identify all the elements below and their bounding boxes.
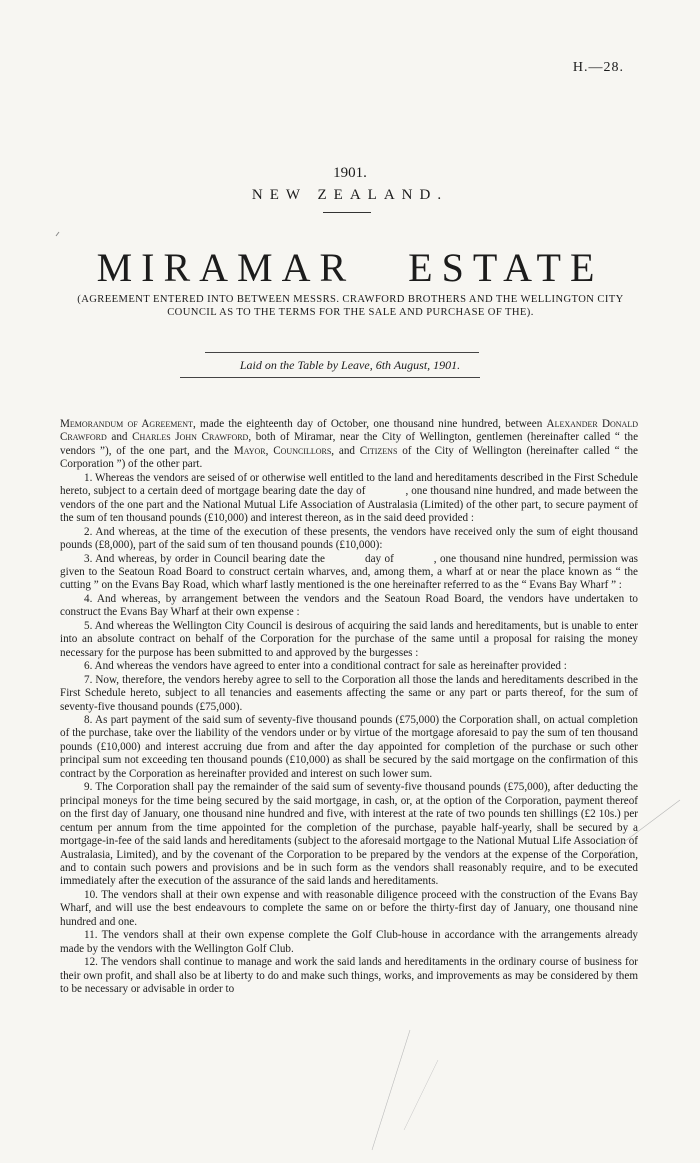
mayor-councillors: Mayor, Councillors,: [233, 444, 335, 457]
intro-text-1: made the eighteenth day of October, one thousand nine hundred, between: [195, 418, 547, 430]
clause-11: 11. The vendors shall at their own expense complete the Golf Club-house in accordance with the arrangements already made by the vendors with the Wellington Golf Club.: [60, 929, 638, 955]
laid-rule-bottom: [180, 377, 480, 378]
document-subtitle: (AGREEMENT ENTERED INTO BETWEEN MESSRS. CRAWFORD BROTHERS AND THE WELLINGTON CITY COUNCIL AS TO THE TERMS FOR THE SALE AND PURCHASE OF THE).: [77, 294, 624, 318]
memorandum-intro: [60, 418, 638, 472]
clause-3-b: day of: [365, 552, 394, 565]
document-title: MIRAMAR ESTATE: [96, 245, 604, 290]
year: 1901.: [333, 165, 367, 181]
clause-2: 2. And whereas, at the time of the execution of these presents, the vendors have received only the sum of eight thousand pounds (£8,000), part of the said sum of ten thousand pounds (£10,000):: [60, 525, 638, 552]
intro-text-3: , both of Miramar, near the City of Wellington, gentlemen (hereinafter called “ the vendors ”), of the one part, and the: [60, 431, 639, 457]
clause-6: 6. And whereas the vendors have agreed to enter into a conditional contract for sale as hereinafter provided :: [84, 660, 567, 673]
title-divider: [323, 212, 371, 213]
party-name-2: Charles John Crawford: [132, 431, 249, 444]
clause-12: 12. The vendors shall continue to manage and work the said lands and hereditaments in the ordinary course of business for their own profit, and shall also be at liberty to do and make such things, works, and improvements as may be considered by them to be necessary or advisable in order to: [60, 956, 638, 996]
clause-7: 7. Now, therefore, the vendors hereby agree to sell to the Corporation all those the lands and hereditaments described in the First Schedule hereto, subject to all tenancies and easements affecting the same or any part or parts thereof, for the sum of seventy-five thousand pounds (£75,000).: [60, 673, 638, 713]
page-reference: H.—28.: [572, 60, 624, 75]
intro-text-2: and: [106, 431, 133, 444]
intro-text-5: of the City of Wellington (hereinafter called “ the Corporation ”) of the other part.: [60, 444, 638, 471]
laid-rule-top: [205, 352, 479, 353]
clause-10: 10. The vendors shall at their own expense and with reasonable diligence proceed with the construction of the Evans Bay Wharf, and will use the best endeavours to complete the same on or before the thirty-first day of January, one thousand nine hundred and one.: [60, 888, 638, 928]
party-name-1: Alexander Donald Crawford: [60, 418, 639, 444]
agreement-body: [60, 418, 638, 996]
memorandum-heading: Memorandum of Agreement,: [60, 418, 196, 430]
clause-3-a: 3. And whereas, by order in Council bearing date the: [84, 552, 326, 565]
country: NEW ZEALAND.: [251, 187, 449, 203]
clause-9: 9. The Corporation shall pay the remainder of the said sum of seventy-five thousand pounds (£75,000), after deducting the principal moneys for the time being secured by the said mortgage, in cash, or, at the option of the Corporation, payment thereof on the first day of January, one thousand nine hundred and five, with interest at the rate of two pounds ten shillings (£2 10s.) per centum per annum from the time appointed for the completion of the purchase, payable half-yearly, shall be secured by a mortgage-in-fee of the said lands and hereditaments (subject to the aforesaid mortgage to the National Mutual Life Association of Australasia, Limited), and by the covenant of the Corporation to be prepared by the vendors at the expense of the Corporation, and to contain such powers and provisions and be in such form as the vendors shall reasonably require, and to be executed immediately after the execution of the assurance of the said lands and hereditaments.: [60, 781, 638, 888]
clause-3: [60, 553, 638, 593]
clause-1-b: , one thousand nine hundred, and made between the vendors of the one part and the National Mutual Life Association of Australasia (Limited) of the other part, to secure payment of the sum of ten thousand pounds (£10,000) and interest thereon, as in the said deed provided :: [60, 485, 638, 525]
laid-on-table-note: Laid on the Table by Leave, 6th August, 1901.: [239, 358, 461, 372]
clause-8: 8. As part payment of the said sum of seventy-five thousand pounds (£75,000) the Corporation shall, on actual completion of the purchase, take over the liability of the vendors under or by virtue of the mortgage aforesaid to pay the sum of ten thousand pounds (£10,000) and interest accruing due from and after the day appointed for completion of the purchase or such other principal sum not exceeding ten thousand pounds (£10,000) as shall be secured by the said mortgage on the confirmation of this contract by the Corporation as hereinafter provided and interest on such lower sum.: [60, 713, 638, 780]
clause-5: 5. And whereas the Wellington City Council is desirous of acquiring the said lands and hereditaments, but is unable to enter into an absolute contract on behalf of the Corporation for the purchase of the same until a proposal for raising the money necessary for the purpose has been submitted to and approved by the burgesses :: [60, 619, 638, 659]
citizens: Citizens: [359, 444, 398, 457]
clause-3-c: , one thousand nine hundred, permission was given to the Seatoun Road Board to construct certain wharves, and, among them, a wharf at or near the place known as “ the cutting ” on the Evans Bay Road, which wharf lastly mentioned is the one hereinafter referred to as the “ Evans Bay Wharf ” :: [60, 552, 639, 592]
clause-1-a: 1. Whereas the vendors are seised of or otherwise well entitled to the land and hereditaments described in the First Schedule hereto, subject to a certain deed of mortgage bearing date the day of: [60, 471, 638, 498]
intro-text-4: and: [334, 444, 360, 457]
clause-4: 4. And whereas, by arrangement between the vendors and the Seatoun Road Board, the vendors have undertaken to construct the Evans Bay Wharf at their own expense :: [60, 592, 638, 619]
clause-1: [60, 472, 638, 526]
